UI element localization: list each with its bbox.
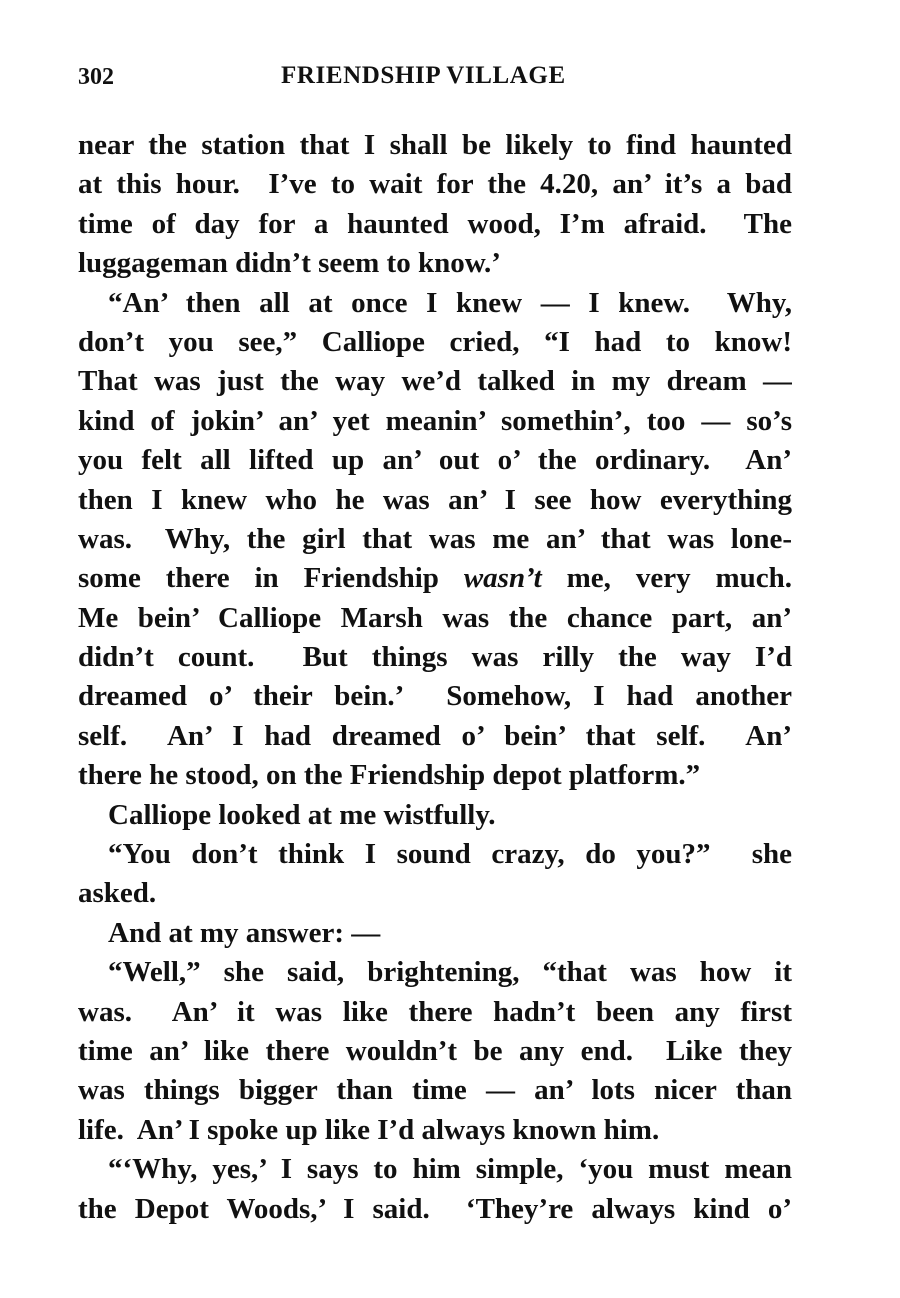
text-line: time of day for a haunted wood, I’m afraid. The [78,207,792,240]
text-line: kind of jokin’ an’ yet meanin’ somethin’, too — so’s [78,404,792,437]
text-line: then I knew who he was an’ I see how everything [78,483,792,516]
text-line: the Depot Woods,’ I said. ‘They’re always kind o’ [78,1192,792,1225]
text-line: near the station that I shall be likely to find haunted [78,129,792,161]
text-line: “Well,” she said, brightening, “that was how it [108,956,792,989]
text-line: Me bein’ Calliope Marsh was the chance part, an’ [78,601,792,634]
text-line: didn’t count. But things was rilly the way I’d [78,641,792,674]
text-segment: some there in Friendship [78,562,464,595]
text-line: was things bigger than time — an’ lots nicer than [78,1074,792,1107]
text-line: “‘Why, yes,’ I says to him simple, ‘you must mean [108,1153,792,1186]
text-line: was. An’ it was like there hadn’t been any first [78,995,792,1028]
text-line: you felt all lifted up an’ out o’ the ordinary. An’ [78,444,792,477]
text-line: self. An’ I had dreamed o’ bein’ that self. An’ [78,719,792,752]
text-line [78,559,792,598]
text-line: there he stood, on the Friendship depot platform.” [78,759,701,792]
text-line: Calliope looked at me wistfully. [108,798,496,831]
text-line: asked. [78,877,157,910]
text-line: time an’ like there wouldn’t be any end. Like they [78,1034,792,1067]
text-line: And at my answer: — [108,916,381,949]
running-title: FRIENDSHIP VILLAGE [281,62,566,89]
text-line: “You don’t think I sound crazy, do you?” she [108,838,792,871]
italic-word: wasn’t [463,562,542,595]
text-line: was. Why, the girl that was me an’ that was lone- [78,522,792,555]
text-line: That was just the way we’d talked in my dream — [78,365,792,398]
text-line: luggageman didn’t seem to know.’ [78,247,501,280]
text-line: dreamed o’ their bein.’ Somehow, I had another [78,680,792,713]
text-segment: me, very much. [541,562,792,595]
body-text [78,126,792,1229]
text-line: life. An’ I spoke up like I’d always known him. [78,1113,660,1146]
text-line: don’t you see,” Calliope cried, “I had to know! [78,325,792,358]
page-number: 302 [78,64,114,90]
text-line: “An’ then all at once I knew — I knew. Why, [108,286,792,319]
text-line: at this hour. I’ve to wait for the 4.20, an’ it’s a bad [78,168,792,201]
running-head [78,62,792,98]
